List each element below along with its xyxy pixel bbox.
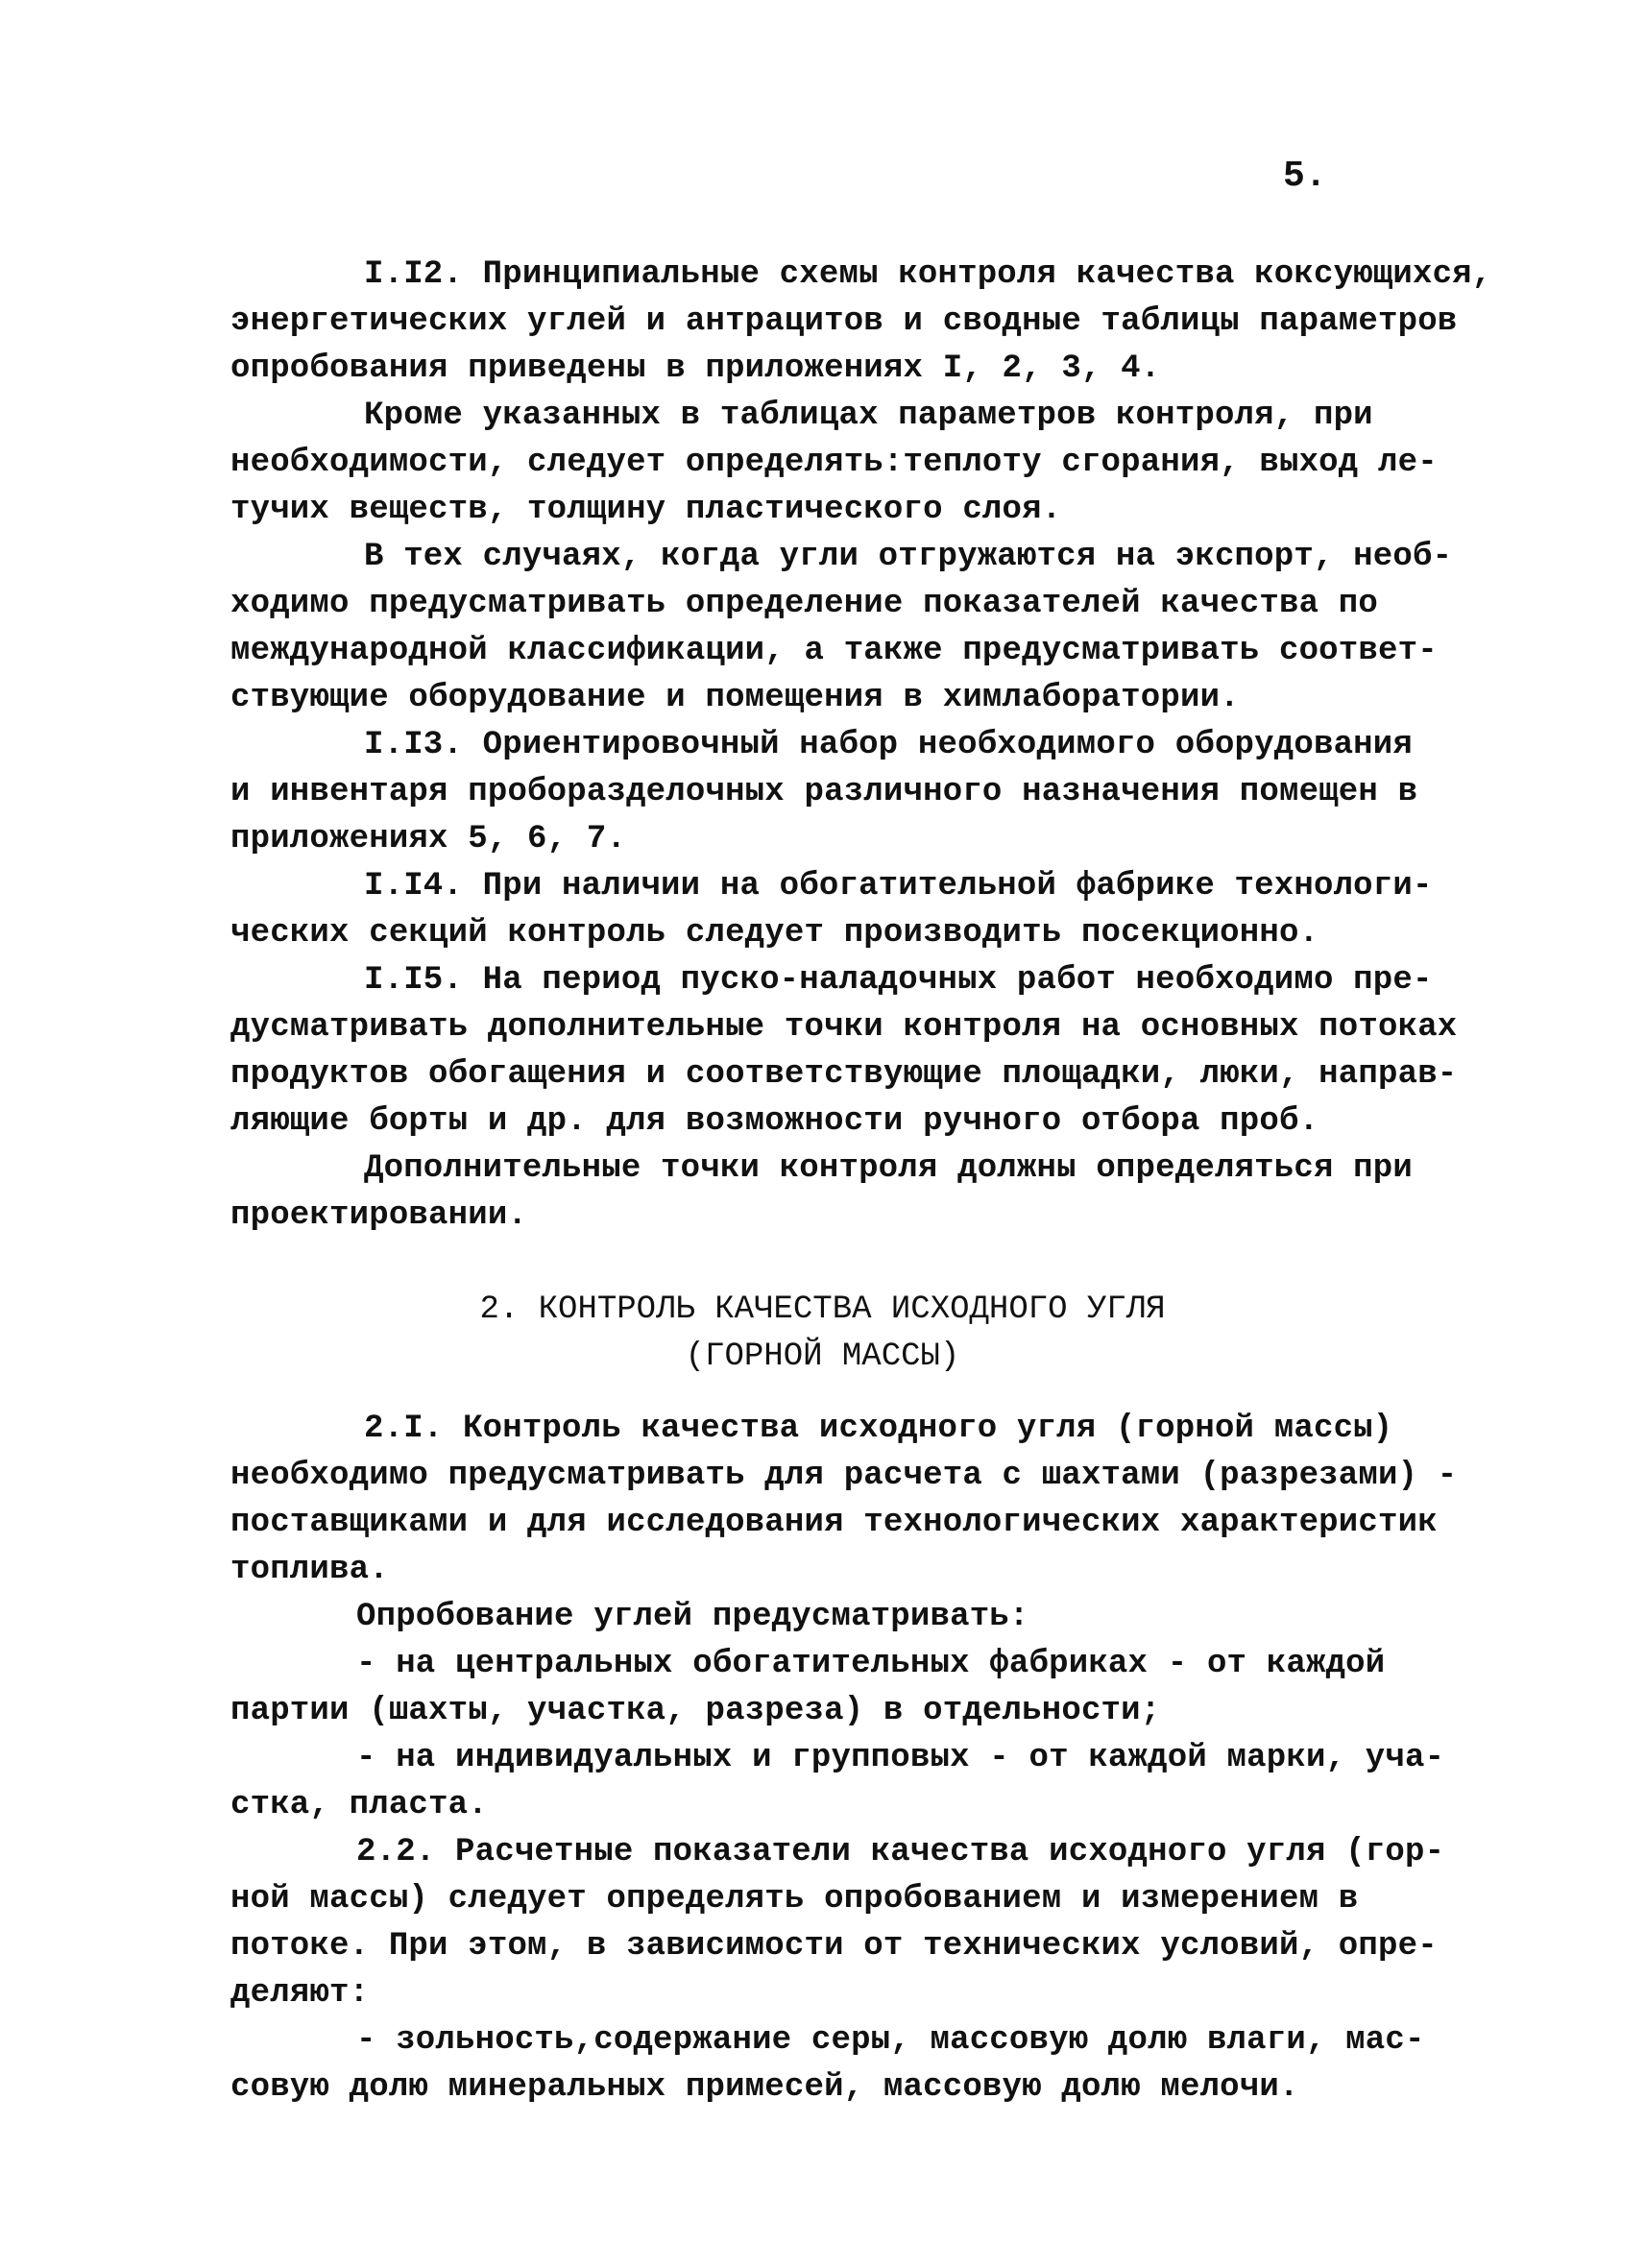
text-line: совую долю минеральных примесей, массовую долю мелочи. <box>230 2069 1299 2106</box>
section-1-body <box>230 252 1491 1240</box>
text-line: продуктов обогащения и соответствующие площадки, люки, направ- <box>230 1056 1458 1093</box>
text-line: - зольность,содержание серы, массовую долю влаги, мас- <box>356 2022 1425 2059</box>
text-line: необходимости, следует определять:теплоту сгорания, выход ле- <box>230 445 1438 481</box>
text-line: I.I2. Принципиальные схемы контроля качества коксующихся, <box>364 256 1492 293</box>
text-line: 2.I. Контроль качества исходного угля (горной массы) <box>364 1411 1393 1447</box>
text-line: энергетических углей и антрацитов и сводные таблицы параметров <box>230 303 1458 340</box>
text-line: Кроме указанных в таблицах параметров контроля, при <box>364 398 1373 434</box>
text-line: ческих секций контроль следует производить посекционно. <box>230 915 1319 952</box>
text-line: - на центральных обогатительных фабриках - от каждой <box>356 1646 1386 1682</box>
text-line: ной массы) следует определять опробованием и измерением в <box>230 1881 1359 1918</box>
text-line: В тех случаях, когда угли отгружаются на экспорт, необ- <box>364 539 1453 575</box>
text-line: 2.2. Расчетные показатели качества исходного угля (гор- <box>356 1834 1445 1870</box>
text-line: потоке. При этом, в зависимости от технических условий, опре- <box>230 1928 1438 1965</box>
text-line: ходимо предусматривать определение показателей качества по <box>230 586 1378 622</box>
text-line: ствующие оборудование и помещения в химлаборатории. <box>230 680 1240 716</box>
section-heading <box>0 1287 1645 1381</box>
text-line: Дополнительные точки контроля должны определяться при <box>364 1150 1413 1187</box>
page-number: 5. <box>1283 156 1327 197</box>
text-line: поставщиками и для исследования технологических характеристик <box>230 1505 1438 1541</box>
text-line: - на индивидуальных и групповых - от каждой марки, уча- <box>356 1740 1445 1776</box>
text-line: I.I5. На период пуско-наладочных работ необходимо пре- <box>364 962 1433 999</box>
heading-line-2: (ГОРНОЙ МАССЫ) <box>685 1339 960 1375</box>
section-2-body <box>230 1406 1457 2111</box>
text-line: и инвентаря проборазделочных различного назначения помещен в <box>230 774 1418 810</box>
text-line: необходимо предусматривать для расчета с шахтами (разрезами) - <box>230 1458 1458 1494</box>
text-line: проектировании. <box>230 1197 528 1234</box>
text-line: I.I3. Ориентировочный набор необходимого оборудования <box>364 727 1413 763</box>
text-line: опробования приведены в приложениях I, 2, 3, 4. <box>230 350 1161 387</box>
text-line: деляют: <box>230 1975 370 2012</box>
text-line: ляющие борты и др. для возможности ручного отбора проб. <box>230 1103 1319 1140</box>
heading-line-1: 2. КОНТРОЛЬ КАЧЕСТВА ИСХОДНОГО УГЛЯ <box>479 1291 1166 1328</box>
text-line: дусматривать дополнительные точки контроля на основных потоках <box>230 1009 1458 1046</box>
text-line: I.I4. При наличии на обогатительной фабрике технологи- <box>364 868 1433 905</box>
text-line: международной классификации, а также предусматривать соответ- <box>230 633 1438 669</box>
text-line: стка, пласта. <box>230 1787 488 1823</box>
text-line: Опробование углей предусматривать: <box>356 1599 1029 1635</box>
text-line: топлива. <box>230 1552 389 1588</box>
text-line: партии (шахты, участка, разреза) в отдельности; <box>230 1693 1161 1729</box>
text-line: тучих веществ, толщину пластического слоя. <box>230 492 1062 528</box>
text-line: приложениях 5, 6, 7. <box>230 821 627 857</box>
